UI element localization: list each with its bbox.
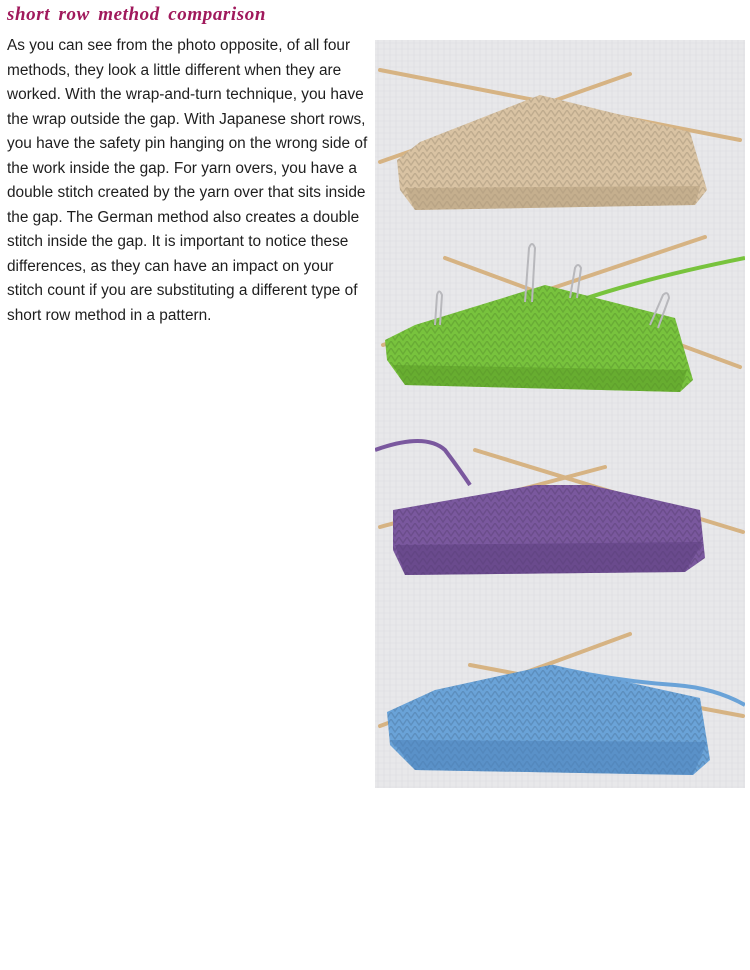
section-heading: short row method comparison: [7, 4, 267, 25]
body-paragraph: As you can see from the photo opposite, of all four methods, they look a little different when they are worked. With the wrap-and-turn technique, you have the wrap outside the gap. With Japanese short rows, you have the safety pin hanging on the wrong side of the work inside the gap. For yarn overs, you have a double stitch created by the yarn over that sits inside the gap. The German method also creates a double stitch inside the gap. It is important to notice these differences, as they can have an impact on your stitch count if you are substituting a different type of short row method in a pattern.: [7, 37, 368, 324]
knitting-swatches-photo: [375, 40, 745, 788]
